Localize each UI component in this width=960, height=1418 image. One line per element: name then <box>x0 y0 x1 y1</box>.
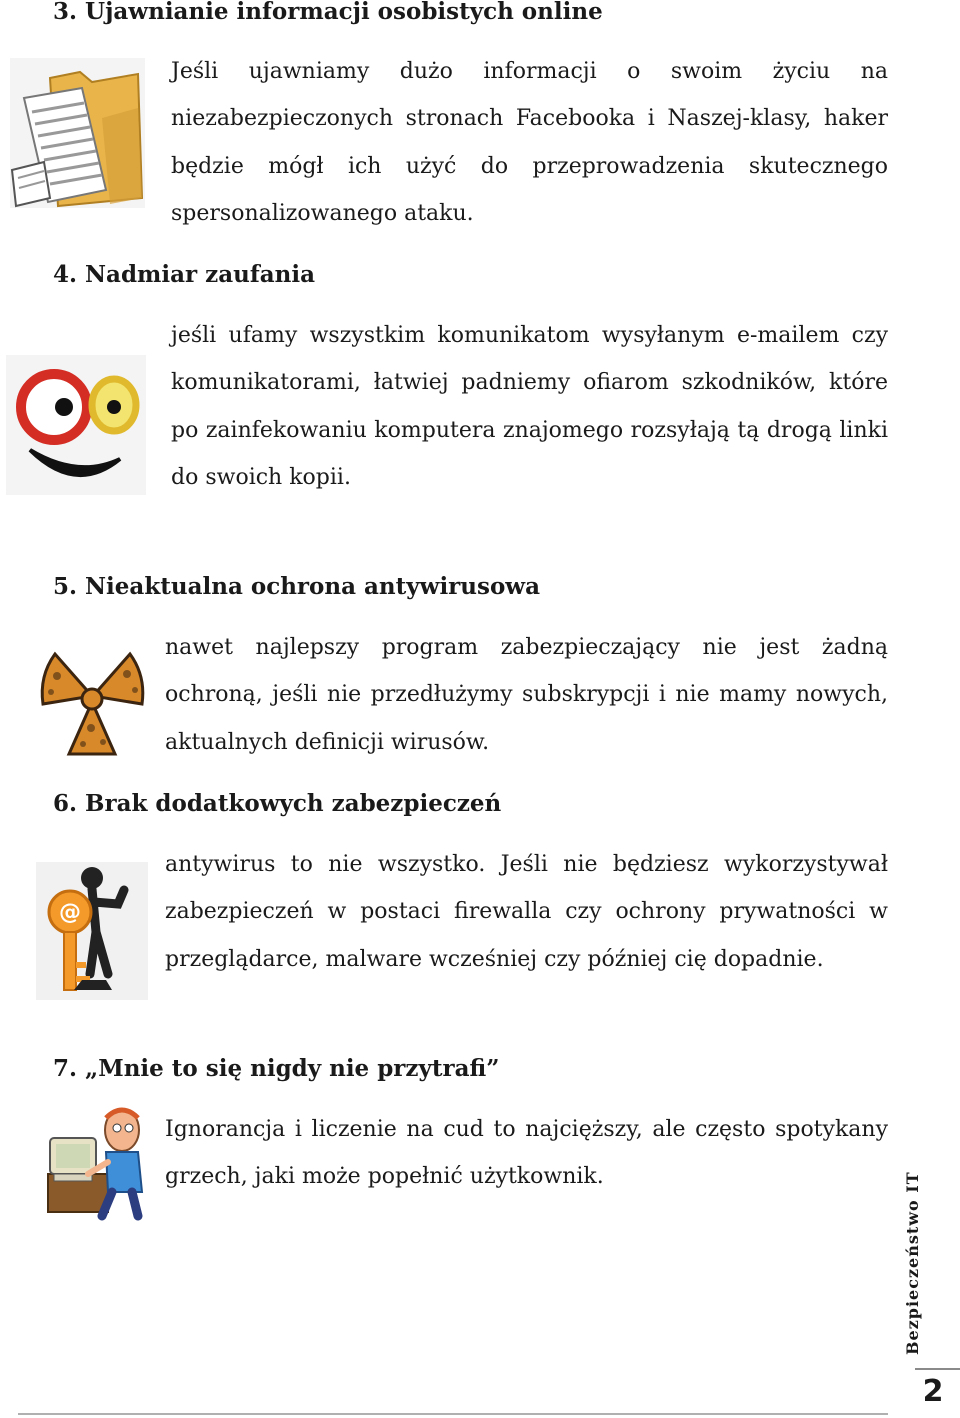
radiation-warning-icon <box>35 646 150 758</box>
section-4-text: jeśli ufamy wszystkim komunikatom wysyłanym e-mailem czy komunikatorami, łatwiej padniemy ofiarom szkodników, które po zainfekowaniu komputera znajomego rozsyłają tą drogą linki do swoich kopii. <box>171 323 888 490</box>
section-5-heading: 5. Nieaktualna ochrona antywirusowa <box>53 573 541 600</box>
section-7-text: Ignorancja i liczenie na cud to najcięższy, ale często spotykany grzech, jaki może popełnić użytkownik. <box>165 1117 888 1190</box>
user-at-computer-icon <box>40 1104 152 1222</box>
page-number: 2 <box>922 1374 944 1409</box>
section-3-text: Jeśli ujawniamy dużo informacji o swoim życiu na niezabezpieczonych stronach Facebooka i Naszej-klasy, haker będzie mógł ich użyć do przeprowadzenia skutecznego spersonalizowanego ataku. <box>171 59 888 226</box>
section-6-text: antywirus to nie wszystko. Jeśli nie będziesz wykorzystywał zabezpieczeń w postaci firewalla czy ochrony prywatności w przeglądarce, malware wcześniej czy później cię dopadnie. <box>165 852 888 972</box>
section-6-heading: 6. Brak dodatkowych zabezpieczeń <box>53 790 502 817</box>
cartoon-face-icon <box>6 355 146 495</box>
side-label: Bezpieczeństwo IT <box>903 1171 922 1355</box>
key-figure-icon <box>36 862 148 1000</box>
section-7-heading: 7. „Mnie to się nigdy nie przytrafi” <box>53 1055 500 1082</box>
folder-documents-icon <box>10 58 145 208</box>
section-4-heading: 4. Nadmiar zaufania <box>53 261 315 288</box>
side-divider <box>915 1368 960 1370</box>
footer-divider <box>18 1413 888 1415</box>
section-5-text: nawet najlepszy program zabezpieczający nie jest żadną ochroną, jeśli nie przedłużymy subskrypcji i nie mamy nowych, aktualnych definicji wirusów. <box>165 635 888 755</box>
svg-text:@: @ <box>59 900 81 925</box>
section-3-heading: 3. Ujawnianie informacji osobistych online <box>53 0 603 25</box>
